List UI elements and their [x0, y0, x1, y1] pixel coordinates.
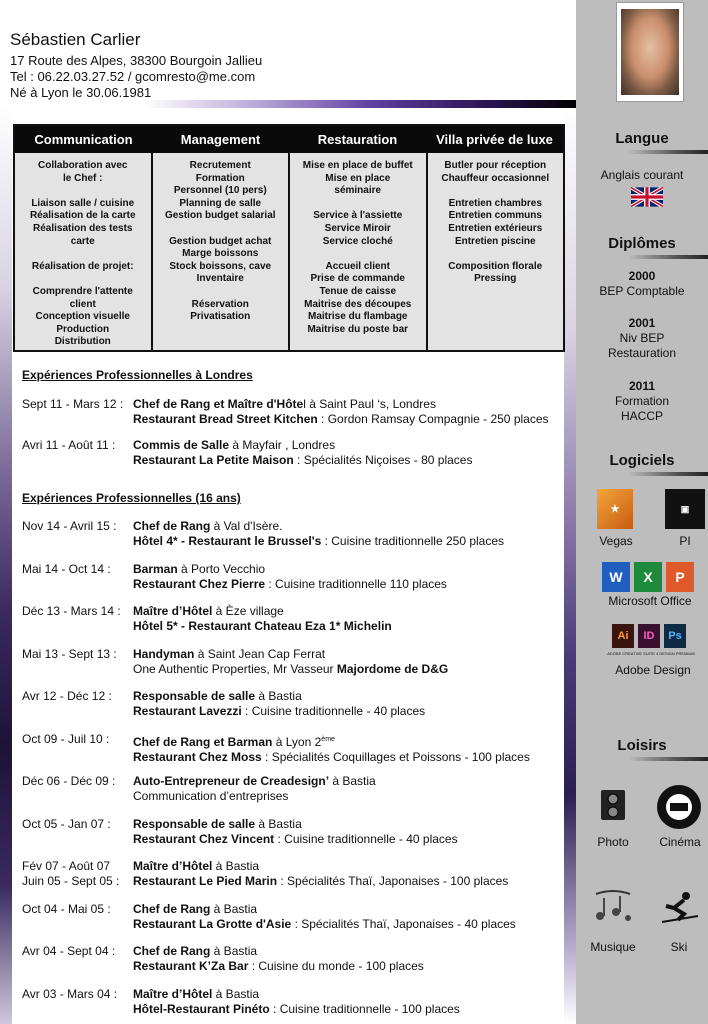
- experience-employer: Restaurant La Petite Maison: [133, 453, 294, 467]
- skills-col-communication: Collaboration avec le Chef : Liaison salle / cuisine Réalisation de la carte Réalisation des tests carte Réalisation de projet: Comprendre l'attente client Conception visuelle Production Distribution: [15, 153, 153, 350]
- cinema-label: Cinéma: [659, 835, 701, 849]
- experience-location: à Èze village: [212, 604, 284, 618]
- experience-location: à Bastia: [212, 859, 260, 873]
- experience-location: à Bastia: [255, 689, 302, 703]
- experience-desc: [133, 774, 563, 804]
- diploma-year: 2011: [628, 379, 656, 393]
- experience-date: Avr 12 - Déc 12 :: [22, 689, 112, 703]
- experience-desc: [133, 689, 563, 719]
- indesign-icon: ID: [638, 624, 660, 648]
- experience-location: l à Saint Paul ‘s, Londres: [303, 397, 436, 411]
- skills-body: [15, 153, 563, 350]
- diploma-name-2: Restauration: [607, 346, 677, 360]
- diploma-name-2: HACCP: [620, 409, 663, 423]
- diploma-name: Niv BEP: [619, 331, 665, 345]
- experience-desc: [133, 817, 563, 847]
- experience-date: Oct 05 - Jan 07 :: [22, 817, 111, 831]
- experience-desc: [133, 732, 563, 765]
- skills-header-management: Management: [180, 132, 261, 147]
- logiciels-title: Logiciels: [609, 452, 675, 469]
- experience-details: : Spécialités Thaï, Japonaises - 40 places: [291, 917, 516, 931]
- experience-employer: Hôtel 5* - Restaurant Chateau Eza 1* Michelin: [133, 619, 392, 633]
- experience-details: : Cuisine traditionnelle 110 places: [265, 577, 447, 591]
- illustrator-icon: Ai: [612, 624, 634, 648]
- experience-employer: Restaurant Chez Pierre: [133, 577, 266, 591]
- experience-employer: Majordome de D&G: [336, 662, 449, 676]
- section-underline: [628, 472, 708, 476]
- experience-date: Avr 03 - Mars 04 :: [22, 987, 118, 1001]
- experience-date: Déc 06 - Déc 09 :: [22, 774, 116, 788]
- pi-icon: ▣: [665, 489, 705, 529]
- superscript: ème: [321, 736, 335, 743]
- profile-photo: [621, 9, 679, 95]
- skills-col-management: Recrutement Formation Personnel (10 pers) Planning de salle Gestion budget salarial Gestion budget achat Marge boissons Stock boissons, cave Inventaire Réservation Privatisation: [153, 153, 291, 350]
- experience-employer: Restaurant K’Za Bar: [133, 959, 249, 973]
- experience-details: : Cuisine traditionnelle - 100 places: [269, 1002, 460, 1016]
- skills-header-villa: Villa privée de luxe: [436, 132, 553, 147]
- experience-role: Chef de Rang et Barman: [133, 735, 273, 749]
- experience-role: Maître d’Hôtel: [133, 604, 213, 618]
- photo-label: Photo: [597, 835, 629, 849]
- identity-block: [10, 30, 262, 101]
- office-label: Microsoft Office: [608, 594, 692, 608]
- diploma-2000: [576, 269, 708, 299]
- experience-details: : Spécialités Niçoises - 80 places: [293, 453, 473, 467]
- experience-role: Handyman: [133, 647, 195, 661]
- experience-desc: [133, 902, 563, 932]
- experience-date: Nov 14 - Avril 15 :: [22, 519, 117, 533]
- word-icon: W: [602, 562, 630, 592]
- experience-employer: Restaurant Bread Street Kitchen: [133, 412, 318, 426]
- vegas-icon: ★: [597, 489, 633, 529]
- experience-date: Mai 14 - Oct 14 :: [22, 562, 111, 576]
- music-icon: [590, 886, 636, 926]
- diploma-name: Formation: [614, 394, 670, 408]
- experience-date: Déc 13 - Mars 14 :: [22, 604, 121, 618]
- skills-header-restauration: Restauration: [317, 132, 398, 147]
- experience-date-1: Fév 07 - Août 07: [22, 859, 111, 873]
- birth-info: Né à Lyon le 30.06.1981: [10, 85, 152, 100]
- experience-role: Chef de Rang: [133, 902, 211, 916]
- experience-location: à Saint Jean Cap Ferrat: [194, 647, 326, 661]
- langue-value: Anglais courant: [600, 168, 684, 182]
- experience-role: Maître d’Hôtel: [133, 987, 213, 1001]
- experience-role: Commis de Salle: [133, 438, 230, 452]
- experience-location: à Porto Vecchio: [177, 562, 266, 576]
- experience-employer: Restaurant La Grotte d'Asie: [133, 917, 292, 931]
- experience-location: à Val d'Isère.: [210, 519, 283, 533]
- pi-label: PI: [679, 534, 691, 548]
- experience-role: Maître d’Hôtel: [133, 859, 213, 873]
- experience-employer: Hôtel-Restaurant Pinéto: [133, 1002, 270, 1016]
- contact: Tel : 06.22.03.27.52 / gcomresto@me.com: [10, 69, 256, 84]
- experience-details: : Cuisine du monde - 100 places: [248, 959, 424, 973]
- experience-employer: Restaurant Le Pied Marin: [133, 874, 278, 888]
- langue-title: Langue: [615, 130, 669, 147]
- experience-desc: [133, 562, 563, 592]
- experience-date: Avr 04 - Sept 04 :: [22, 944, 116, 958]
- sidebar: [576, 0, 708, 1024]
- experience-date: Avri 11 - Août 11 :: [22, 438, 116, 452]
- adobe-suite-caption: ADOBE CREATIVE SUITE 4 DESIGN PREMIUM: [607, 651, 695, 656]
- address: 17 Route des Alpes, 38300 Bourgoin Jallieu: [10, 53, 263, 68]
- powerpoint-icon: P: [666, 562, 694, 592]
- experience-location: à Bastia: [329, 774, 376, 788]
- experience-role: Responsable de salle: [133, 817, 256, 831]
- mid-decor-strip: [564, 104, 576, 1024]
- diploma-year: 2000: [628, 269, 656, 283]
- ski-label: Ski: [670, 940, 688, 954]
- diplomes-title: Diplômes: [608, 235, 676, 252]
- experience-desc: [133, 859, 563, 889]
- experience-date: Oct 04 - Mai 05 :: [22, 902, 111, 916]
- cinema-icon: [656, 784, 702, 830]
- diploma-2011: [576, 379, 708, 424]
- experience-employer: Restaurant Chez Vincent: [133, 832, 275, 846]
- uk-flag-icon: [631, 187, 663, 207]
- experience-desc: [133, 397, 563, 427]
- camera-icon: [598, 786, 628, 824]
- experience-details: : Spécialités Thaï, Japonaises - 100 places: [277, 874, 509, 888]
- experience-location: à Bastia: [210, 902, 258, 916]
- skills-table: [13, 124, 565, 352]
- diploma-2001: [576, 316, 708, 361]
- experience-date: Sept 11 - Mars 12 :: [22, 397, 124, 411]
- experience-employer: Restaurant Chez Moss: [133, 750, 262, 764]
- loisirs-title: Loisirs: [617, 737, 667, 754]
- excel-icon: X: [634, 562, 662, 592]
- ski-icon: [660, 890, 700, 924]
- experience-details: : Cuisine traditionnelle 250 places: [321, 534, 505, 548]
- experience-details: : Spécialités Coquillages et Poissons - 100 places: [261, 750, 530, 764]
- experience-desc: [133, 944, 563, 974]
- experience-role: Chef de Rang et Maître d'Hôte: [133, 397, 304, 411]
- experience-role: Auto-Entrepreneur de Creadesign’: [133, 774, 330, 788]
- skills-col-villa: Butler pour réception Chauffeur occasionnel Entretien chambres Entretien communs Entretien extérieurs Entretien piscine Composition florale Pressing: [441, 160, 550, 285]
- experience-details: : Gordon Ramsay Compagnie - 250 places: [317, 412, 549, 426]
- experience-details: Communication d’entreprises: [133, 789, 289, 803]
- profile-photo-frame: [616, 2, 684, 102]
- experience-role: Chef de Rang: [133, 519, 211, 533]
- experience-desc: [133, 438, 563, 468]
- experience-employer: Hôtel 4* - Restaurant le Brussel's: [133, 534, 322, 548]
- music-label: Musique: [590, 940, 636, 954]
- experience-location: à Bastia: [255, 817, 302, 831]
- experience-role: Responsable de salle: [133, 689, 256, 703]
- experience-date: [22, 859, 132, 889]
- section-underline: [628, 150, 708, 154]
- experience-desc: [133, 519, 563, 549]
- experience-location: à Bastia: [210, 944, 258, 958]
- photoshop-icon: Ps: [664, 624, 686, 648]
- experience-details: : Cuisine traditionnelle - 40 places: [274, 832, 458, 846]
- experience-desc: [133, 647, 563, 677]
- experience-details: : Cuisine traditionnelle - 40 places: [241, 704, 426, 718]
- diploma-name: BEP Comptable: [599, 284, 685, 298]
- experience-location: à Lyon 2: [272, 735, 322, 749]
- experience-desc: [133, 604, 563, 634]
- diploma-year: 2001: [628, 316, 656, 330]
- experience-desc: [133, 987, 563, 1017]
- france-section-title: Expériences Professionnelles (16 ans): [22, 491, 241, 505]
- experience-date: Mai 13 - Sept 13 :: [22, 647, 117, 661]
- experience-location: à Mayfair , Londres: [229, 438, 336, 452]
- section-underline: [628, 255, 708, 259]
- london-section-title: Expériences Professionnelles à Londres: [22, 368, 253, 382]
- experience-role: Barman: [133, 562, 178, 576]
- skills-header: [15, 126, 563, 153]
- section-underline: [628, 757, 708, 761]
- vegas-label: Vegas: [599, 534, 633, 548]
- experience-date: Oct 09 - Juil 10 :: [22, 732, 110, 746]
- skills-header-communication: Communication: [34, 132, 133, 147]
- skills-col-restauration: Mise en place de buffet Mise en place séminaire Service à l'assiette Service Miroir Service cloché Accueil client Prise de commande Tenue de caisse Maitrise des découpes Maitrise du flambage Maitrise du poste bar: [290, 153, 428, 350]
- experience-role: Chef de Rang: [133, 944, 211, 958]
- experience-date-2: Juin 05 - Sept 05 :: [22, 874, 120, 888]
- candidate-name: Sébastien Carlier: [10, 30, 141, 49]
- adobe-label: Adobe Design: [615, 663, 691, 677]
- experience-location: à Bastia: [212, 987, 260, 1001]
- experience-employer: Restaurant Lavezzi: [133, 704, 242, 718]
- experience-details: One Authentic Properties, Mr Vasseur: [133, 662, 337, 676]
- header-bar: [0, 100, 576, 108]
- left-decor-strip: [0, 104, 12, 1024]
